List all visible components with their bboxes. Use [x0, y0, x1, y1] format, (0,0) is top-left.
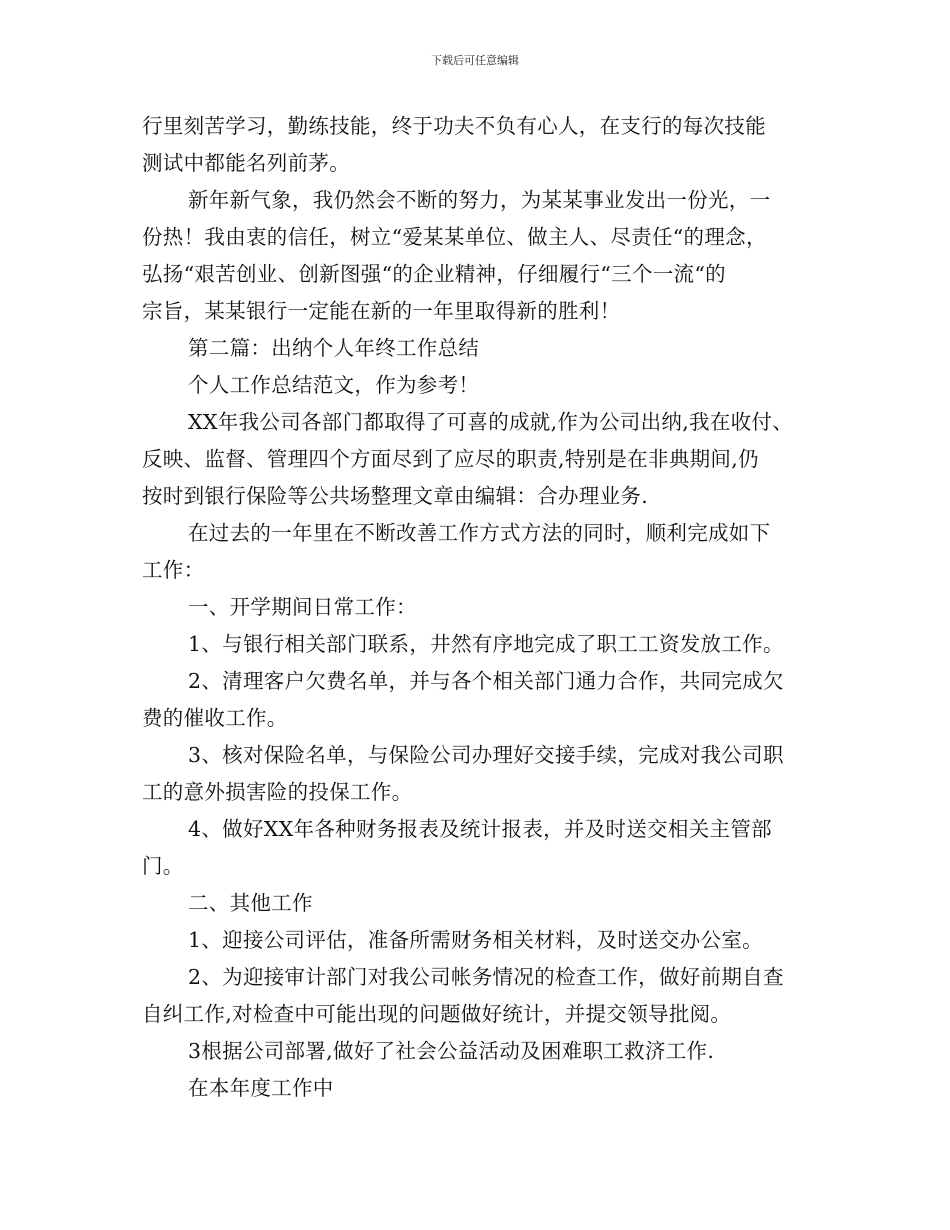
- text-line: 2、为迎接审计部门对我公司帐务情况的检查工作，做好前期自查: [188, 965, 784, 989]
- text-line: 行里刻苦学习，勤练技能，终于功夫不负有心人，在支行的每次技能: [142, 114, 766, 138]
- text-line: 2、清理客户欠费名单，并与各个相关部门通力合作，共同完成欠: [188, 669, 784, 693]
- text-line: 费的催收工作。: [142, 706, 288, 730]
- text-line: 宗旨，某某银行一定能在新的一年里取得新的胜利！: [142, 299, 621, 323]
- text-line: 在本年度工作中: [188, 1076, 334, 1100]
- text-line: 工作：: [142, 558, 205, 582]
- text-line: XX年我公司各部门都取得了可喜的成就,作为公司出纳,我在收付、: [188, 410, 794, 434]
- text-line: 1、迎接公司评估，准备所需财务相关材料，及时送交办公室。: [188, 928, 763, 952]
- text-line: 3根据公司部署,做好了社会公益活动及困难职工救济工作.: [188, 1039, 715, 1063]
- text-line: 份热！我由衷的信任，树立“爱某某单位、做主人、尽责任“的理念，: [142, 225, 767, 249]
- text-line: 3、核对保险名单，与保险公司办理好交接手续，完成对我公司职: [188, 743, 784, 767]
- text-line: 4、做好XX年各种财务报表及统计报表，并及时送交相关主管部: [188, 817, 772, 841]
- text-line: 1、与银行相关部门联系，井然有序地完成了职工工资发放工作。: [188, 632, 784, 656]
- text-line: 按时到银行保险等公共场整理文章由编辑：合办理业务.: [142, 484, 649, 508]
- text-line: 工的意外损害险的投保工作。: [142, 780, 413, 804]
- text-line: 测试中都能名列前茅。: [142, 151, 350, 175]
- text-line: 个人工作总结范文，作为参考！: [188, 373, 480, 397]
- text-line: 自纠工作,对检查中可能出现的问题做好统计，并提交领导批阅。: [142, 1002, 732, 1026]
- text-line: 第二篇：出纳个人年终工作总结: [188, 336, 480, 360]
- text-line: 反映、监督、管理四个方面尽到了应尽的职责,特别是在非典期间,仍: [142, 447, 759, 471]
- text-line: 一、开学期间日常工作：: [188, 595, 417, 619]
- text-line: 新年新气象，我仍然会不断的努力，为某某事业发出一份光，一: [188, 188, 771, 212]
- page-header: 下载后可任意编辑: [431, 54, 519, 67]
- text-line: 二、其他工作: [188, 891, 313, 915]
- document-body: [142, 108, 812, 1107]
- text-line: 弘扬“艰苦创业、创新图强“的企业精神，仔细履行“三个一流“的: [142, 262, 726, 286]
- text-line: 在过去的一年里在不断改善工作方式方法的同时，顺利完成如下: [188, 521, 771, 545]
- text-line: 门。: [142, 854, 184, 878]
